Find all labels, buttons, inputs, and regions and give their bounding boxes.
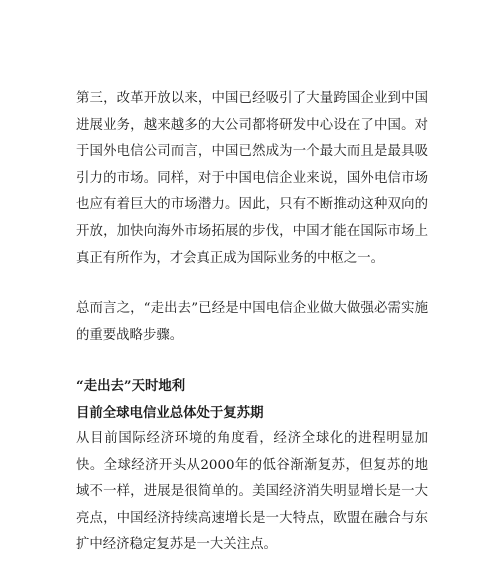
- paragraph-global-economy: 从目前国际经济环境的角度看，经济全球化的进程明显加快。全球经济开头从2000年的低谷渐渐复苏，但复苏的地域不一样，进展是很简单的。美国经济消失明显增长是一大亮点，中国经济持续高速增长是一大特点，欧盟在融合与东扩中经济稳定复苏是一大关注点。: [76, 431, 428, 553]
- document-page: [76, 0, 428, 565]
- paragraph-reform-opening: 第三，改革开放以来，中国已经吸引了大量跨国企业到中国进展业务，越来越多的大公司都将研发中心设在了中国。对于国外电信公司而言，中国已然成为一个最大而且是最具吸引力的市场。同样，对于中国电信企业来说，国外电信市场也应有着巨大的市场潜力。因此，只有不断推动这种双向的开放，加快向海外市场拓展的步伐，中国才能在国际市场上真正有所作为，才会真正成为国际业务的中枢之一。: [76, 91, 428, 266]
- subsection-heading: 目前全球电信业总体处于复苏期: [76, 405, 264, 421]
- paragraph-summary: 总而言之，“走出去”已经是中国电信企业做大做强必需实施的重要战略步骤。: [76, 301, 428, 343]
- section-heading: “走出去”天时地利: [76, 378, 186, 394]
